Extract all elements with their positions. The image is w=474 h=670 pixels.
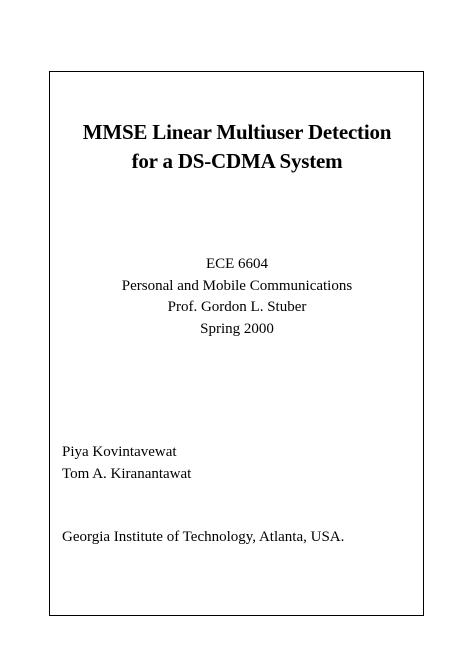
title-line-1: MMSE Linear Multiuser Detection [82, 120, 392, 144]
professor-name: Prof. Gordon L. Stuber [167, 299, 307, 315]
document-title [0, 118, 474, 176]
course-term: Spring 2000 [200, 320, 274, 337]
author-list [62, 442, 191, 485]
author-name: Piya Kovintavewat [62, 444, 177, 460]
course-code: ECE 6604 [205, 256, 269, 272]
title-line-2: for a DS-CDMA System [131, 149, 343, 173]
course-info [0, 254, 474, 340]
author-name: Tom A. Kiranantawat [62, 465, 192, 482]
course-name: Personal and Mobile Communications [121, 277, 353, 294]
affiliation: Georgia Institute of Technology, Atlanta, USA. [62, 529, 345, 545]
